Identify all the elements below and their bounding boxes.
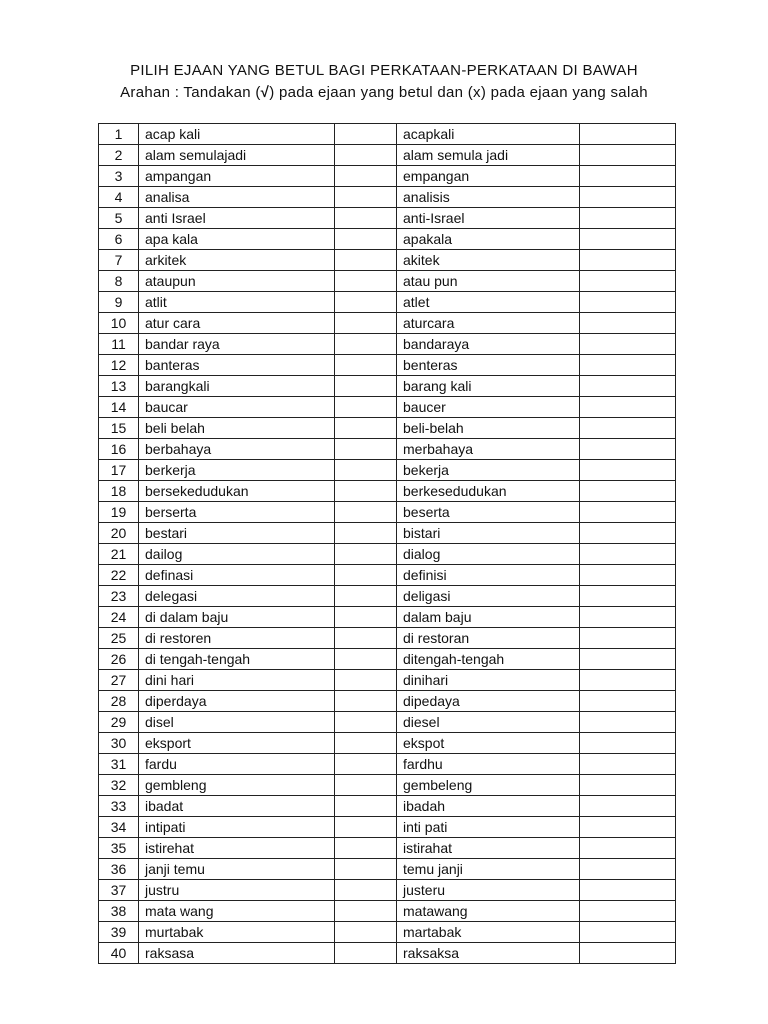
answer-box-b[interactable] bbox=[580, 880, 676, 901]
table-row bbox=[99, 397, 676, 418]
spelling-option-b: barang kali bbox=[397, 376, 580, 397]
spelling-option-a: janji temu bbox=[139, 859, 335, 880]
table-row bbox=[99, 670, 676, 691]
spelling-option-a: ampangan bbox=[139, 166, 335, 187]
answer-box-b[interactable] bbox=[580, 901, 676, 922]
spelling-option-a: bersekedudukan bbox=[139, 481, 335, 502]
answer-box-b[interactable] bbox=[580, 775, 676, 796]
table-row bbox=[99, 460, 676, 481]
answer-box-b[interactable] bbox=[580, 502, 676, 523]
row-number: 8 bbox=[99, 271, 139, 292]
table-row bbox=[99, 229, 676, 250]
spelling-option-a: disel bbox=[139, 712, 335, 733]
table-row bbox=[99, 376, 676, 397]
answer-box-b[interactable] bbox=[580, 334, 676, 355]
table-row bbox=[99, 250, 676, 271]
spelling-option-a: dailog bbox=[139, 544, 335, 565]
answer-box-a[interactable] bbox=[335, 859, 397, 880]
spelling-option-b: anti-Israel bbox=[397, 208, 580, 229]
answer-box-a[interactable] bbox=[335, 124, 397, 145]
spelling-option-a: beli belah bbox=[139, 418, 335, 439]
spelling-option-b: deligasi bbox=[397, 586, 580, 607]
row-number: 20 bbox=[99, 523, 139, 544]
answer-box-a[interactable] bbox=[335, 733, 397, 754]
answer-box-b[interactable] bbox=[580, 817, 676, 838]
spelling-option-b: bistari bbox=[397, 523, 580, 544]
answer-box-b[interactable] bbox=[580, 145, 676, 166]
spelling-option-b: berkesedudukan bbox=[397, 481, 580, 502]
answer-box-a[interactable] bbox=[335, 922, 397, 943]
answer-box-a[interactable] bbox=[335, 901, 397, 922]
answer-box-a[interactable] bbox=[335, 796, 397, 817]
table-row bbox=[99, 292, 676, 313]
table-row bbox=[99, 943, 676, 964]
spelling-option-b: akitek bbox=[397, 250, 580, 271]
answer-box-b[interactable] bbox=[580, 628, 676, 649]
row-number: 16 bbox=[99, 439, 139, 460]
answer-box-a[interactable] bbox=[335, 544, 397, 565]
table-row bbox=[99, 313, 676, 334]
spelling-option-b: di restoran bbox=[397, 628, 580, 649]
answer-box-a[interactable] bbox=[335, 586, 397, 607]
answer-box-b[interactable] bbox=[580, 523, 676, 544]
spelling-option-b: atau pun bbox=[397, 271, 580, 292]
row-number: 7 bbox=[99, 250, 139, 271]
spelling-option-b: bekerja bbox=[397, 460, 580, 481]
row-number: 2 bbox=[99, 145, 139, 166]
table-row bbox=[99, 355, 676, 376]
row-number: 3 bbox=[99, 166, 139, 187]
instruction-prefix: Arahan : Tandakan ( bbox=[120, 84, 261, 101]
spelling-option-a: berkerja bbox=[139, 460, 335, 481]
table-row bbox=[99, 649, 676, 670]
answer-box-a[interactable] bbox=[335, 460, 397, 481]
answer-box-b[interactable] bbox=[580, 460, 676, 481]
answer-box-b[interactable] bbox=[580, 691, 676, 712]
table-row bbox=[99, 817, 676, 838]
row-number: 34 bbox=[99, 817, 139, 838]
answer-box-b[interactable] bbox=[580, 439, 676, 460]
spelling-option-b: beserta bbox=[397, 502, 580, 523]
row-number: 21 bbox=[99, 544, 139, 565]
answer-box-b[interactable] bbox=[580, 922, 676, 943]
answer-box-b[interactable] bbox=[580, 418, 676, 439]
spelling-option-b: bandaraya bbox=[397, 334, 580, 355]
spelling-option-b: martabak bbox=[397, 922, 580, 943]
row-number: 22 bbox=[99, 565, 139, 586]
worksheet-title: PILIH EJAAN YANG BETUL BAGI PERKATAAN-PERKATAAN DI BAWAH bbox=[130, 62, 638, 79]
spelling-option-a: arkitek bbox=[139, 250, 335, 271]
worksheet-instruction bbox=[0, 84, 768, 101]
spelling-option-a: di dalam baju bbox=[139, 607, 335, 628]
row-number: 37 bbox=[99, 880, 139, 901]
answer-box-a[interactable] bbox=[335, 607, 397, 628]
answer-box-b[interactable] bbox=[580, 355, 676, 376]
answer-box-b[interactable] bbox=[580, 208, 676, 229]
answer-box-a[interactable] bbox=[335, 817, 397, 838]
spelling-option-a: diperdaya bbox=[139, 691, 335, 712]
row-number: 25 bbox=[99, 628, 139, 649]
spelling-option-a: atur cara bbox=[139, 313, 335, 334]
spelling-option-a: apa kala bbox=[139, 229, 335, 250]
table-row bbox=[99, 208, 676, 229]
answer-box-b[interactable] bbox=[580, 313, 676, 334]
spelling-option-a: alam semulajadi bbox=[139, 145, 335, 166]
spelling-table bbox=[98, 123, 676, 964]
row-number: 1 bbox=[99, 124, 139, 145]
spelling-option-b: apakala bbox=[397, 229, 580, 250]
row-number: 23 bbox=[99, 586, 139, 607]
answer-box-b[interactable] bbox=[580, 712, 676, 733]
row-number: 35 bbox=[99, 838, 139, 859]
spelling-option-a: ibadat bbox=[139, 796, 335, 817]
answer-box-a[interactable] bbox=[335, 943, 397, 964]
answer-box-a[interactable] bbox=[335, 880, 397, 901]
spelling-option-a: istirehat bbox=[139, 838, 335, 859]
table-row bbox=[99, 901, 676, 922]
row-number: 38 bbox=[99, 901, 139, 922]
answer-box-b[interactable] bbox=[580, 565, 676, 586]
spelling-option-b: benteras bbox=[397, 355, 580, 376]
row-number: 29 bbox=[99, 712, 139, 733]
spelling-option-b: istirahat bbox=[397, 838, 580, 859]
answer-box-a[interactable] bbox=[335, 229, 397, 250]
table-row bbox=[99, 733, 676, 754]
row-number: 19 bbox=[99, 502, 139, 523]
answer-box-a[interactable] bbox=[335, 166, 397, 187]
answer-box-b[interactable] bbox=[580, 166, 676, 187]
spelling-option-a: fardu bbox=[139, 754, 335, 775]
spelling-option-b: matawang bbox=[397, 901, 580, 922]
answer-box-a[interactable] bbox=[335, 775, 397, 796]
answer-box-a[interactable] bbox=[335, 271, 397, 292]
table-row bbox=[99, 922, 676, 943]
table-row bbox=[99, 418, 676, 439]
row-number: 11 bbox=[99, 334, 139, 355]
spelling-option-b: definisi bbox=[397, 565, 580, 586]
table-row bbox=[99, 775, 676, 796]
answer-box-b[interactable] bbox=[580, 649, 676, 670]
spelling-option-b: acapkali bbox=[397, 124, 580, 145]
answer-box-b[interactable] bbox=[580, 397, 676, 418]
row-number: 28 bbox=[99, 691, 139, 712]
answer-box-a[interactable] bbox=[335, 439, 397, 460]
answer-box-b[interactable] bbox=[580, 838, 676, 859]
spelling-option-a: mata wang bbox=[139, 901, 335, 922]
table-row bbox=[99, 523, 676, 544]
answer-box-a[interactable] bbox=[335, 250, 397, 271]
answer-box-a[interactable] bbox=[335, 838, 397, 859]
spelling-option-a: justru bbox=[139, 880, 335, 901]
row-number: 5 bbox=[99, 208, 139, 229]
row-number: 33 bbox=[99, 796, 139, 817]
answer-box-a[interactable] bbox=[335, 313, 397, 334]
spelling-option-b: dinihari bbox=[397, 670, 580, 691]
spelling-option-a: ataupun bbox=[139, 271, 335, 292]
row-number: 15 bbox=[99, 418, 139, 439]
spelling-option-b: atlet bbox=[397, 292, 580, 313]
answer-box-a[interactable] bbox=[335, 649, 397, 670]
answer-box-a[interactable] bbox=[335, 691, 397, 712]
spelling-option-b: analisis bbox=[397, 187, 580, 208]
answer-box-b[interactable] bbox=[580, 229, 676, 250]
answer-box-a[interactable] bbox=[335, 397, 397, 418]
spelling-option-a: dini hari bbox=[139, 670, 335, 691]
answer-box-b[interactable] bbox=[580, 187, 676, 208]
row-number: 14 bbox=[99, 397, 139, 418]
answer-box-a[interactable] bbox=[335, 565, 397, 586]
spelling-option-b: beli-belah bbox=[397, 418, 580, 439]
answer-box-b[interactable] bbox=[580, 481, 676, 502]
answer-box-a[interactable] bbox=[335, 187, 397, 208]
table-row bbox=[99, 544, 676, 565]
spelling-option-a: raksasa bbox=[139, 943, 335, 964]
spelling-option-a: baucar bbox=[139, 397, 335, 418]
spelling-option-b: inti pati bbox=[397, 817, 580, 838]
spelling-option-b: justeru bbox=[397, 880, 580, 901]
spelling-option-a: bandar raya bbox=[139, 334, 335, 355]
table-row bbox=[99, 838, 676, 859]
answer-box-b[interactable] bbox=[580, 670, 676, 691]
row-number: 13 bbox=[99, 376, 139, 397]
spelling-option-a: banteras bbox=[139, 355, 335, 376]
spelling-option-a: eksport bbox=[139, 733, 335, 754]
spelling-option-b: ditengah-tengah bbox=[397, 649, 580, 670]
spelling-option-b: dialog bbox=[397, 544, 580, 565]
table-row bbox=[99, 859, 676, 880]
spelling-option-b: empangan bbox=[397, 166, 580, 187]
spelling-option-a: analisa bbox=[139, 187, 335, 208]
answer-box-b[interactable] bbox=[580, 607, 676, 628]
answer-box-a[interactable] bbox=[335, 334, 397, 355]
row-number: 26 bbox=[99, 649, 139, 670]
table-row bbox=[99, 271, 676, 292]
answer-box-a[interactable] bbox=[335, 523, 397, 544]
table-row bbox=[99, 586, 676, 607]
answer-box-b[interactable] bbox=[580, 796, 676, 817]
answer-box-b[interactable] bbox=[580, 586, 676, 607]
table-row bbox=[99, 502, 676, 523]
instruction-suffix: ) pada ejaan yang betul dan (x) pada ejaan yang salah bbox=[269, 84, 648, 101]
spelling-option-b: raksaksa bbox=[397, 943, 580, 964]
spelling-option-a: gembleng bbox=[139, 775, 335, 796]
spelling-option-a: delegasi bbox=[139, 586, 335, 607]
answer-box-a[interactable] bbox=[335, 292, 397, 313]
spelling-option-b: ekspot bbox=[397, 733, 580, 754]
spelling-option-b: diesel bbox=[397, 712, 580, 733]
row-number: 18 bbox=[99, 481, 139, 502]
row-number: 30 bbox=[99, 733, 139, 754]
row-number: 40 bbox=[99, 943, 139, 964]
answer-box-b[interactable] bbox=[580, 754, 676, 775]
table-row bbox=[99, 481, 676, 502]
answer-box-a[interactable] bbox=[335, 355, 397, 376]
answer-box-b[interactable] bbox=[580, 544, 676, 565]
spelling-table-body bbox=[99, 124, 676, 964]
answer-box-a[interactable] bbox=[335, 712, 397, 733]
row-number: 12 bbox=[99, 355, 139, 376]
spelling-option-a: anti Israel bbox=[139, 208, 335, 229]
spelling-option-a: murtabak bbox=[139, 922, 335, 943]
row-number: 10 bbox=[99, 313, 139, 334]
table-row bbox=[99, 124, 676, 145]
row-number: 36 bbox=[99, 859, 139, 880]
table-row bbox=[99, 754, 676, 775]
spelling-option-a: intipati bbox=[139, 817, 335, 838]
answer-box-a[interactable] bbox=[335, 418, 397, 439]
answer-box-a[interactable] bbox=[335, 502, 397, 523]
table-row bbox=[99, 565, 676, 586]
answer-box-b[interactable] bbox=[580, 271, 676, 292]
table-row bbox=[99, 334, 676, 355]
table-row bbox=[99, 439, 676, 460]
answer-box-b[interactable] bbox=[580, 292, 676, 313]
answer-box-b[interactable] bbox=[580, 124, 676, 145]
tick-mark-symbol: √ bbox=[260, 84, 270, 101]
answer-box-a[interactable] bbox=[335, 376, 397, 397]
row-number: 9 bbox=[99, 292, 139, 313]
spelling-option-b: alam semula jadi bbox=[397, 145, 580, 166]
table-row bbox=[99, 166, 676, 187]
answer-box-a[interactable] bbox=[335, 145, 397, 166]
spelling-option-a: atlit bbox=[139, 292, 335, 313]
spelling-option-b: gembeleng bbox=[397, 775, 580, 796]
answer-box-b[interactable] bbox=[580, 250, 676, 271]
row-number: 24 bbox=[99, 607, 139, 628]
row-number: 4 bbox=[99, 187, 139, 208]
answer-box-b[interactable] bbox=[580, 859, 676, 880]
table-row bbox=[99, 796, 676, 817]
answer-box-a[interactable] bbox=[335, 481, 397, 502]
spelling-option-b: ibadah bbox=[397, 796, 580, 817]
spelling-option-b: fardhu bbox=[397, 754, 580, 775]
row-number: 27 bbox=[99, 670, 139, 691]
table-row bbox=[99, 145, 676, 166]
table-row bbox=[99, 607, 676, 628]
spelling-option-b: baucer bbox=[397, 397, 580, 418]
table-row bbox=[99, 628, 676, 649]
row-number: 39 bbox=[99, 922, 139, 943]
spelling-option-a: barangkali bbox=[139, 376, 335, 397]
answer-box-a[interactable] bbox=[335, 628, 397, 649]
table-row bbox=[99, 187, 676, 208]
table-row bbox=[99, 712, 676, 733]
spelling-option-b: dipedaya bbox=[397, 691, 580, 712]
answer-box-b[interactable] bbox=[580, 733, 676, 754]
answer-box-b[interactable] bbox=[580, 376, 676, 397]
spelling-option-b: merbahaya bbox=[397, 439, 580, 460]
row-number: 32 bbox=[99, 775, 139, 796]
row-number: 31 bbox=[99, 754, 139, 775]
answer-box-a[interactable] bbox=[335, 208, 397, 229]
answer-box-b[interactable] bbox=[580, 943, 676, 964]
answer-box-a[interactable] bbox=[335, 754, 397, 775]
spelling-option-a: definasi bbox=[139, 565, 335, 586]
spelling-option-a: di tengah-tengah bbox=[139, 649, 335, 670]
spelling-option-a: bestari bbox=[139, 523, 335, 544]
row-number: 17 bbox=[99, 460, 139, 481]
spelling-option-a: di restoren bbox=[139, 628, 335, 649]
answer-box-a[interactable] bbox=[335, 670, 397, 691]
row-number: 6 bbox=[99, 229, 139, 250]
spelling-option-b: temu janji bbox=[397, 859, 580, 880]
spelling-option-a: berbahaya bbox=[139, 439, 335, 460]
table-row bbox=[99, 691, 676, 712]
spelling-option-a: acap kali bbox=[139, 124, 335, 145]
table-row bbox=[99, 880, 676, 901]
spelling-option-b: dalam baju bbox=[397, 607, 580, 628]
spelling-option-b: aturcara bbox=[397, 313, 580, 334]
spelling-option-a: berserta bbox=[139, 502, 335, 523]
